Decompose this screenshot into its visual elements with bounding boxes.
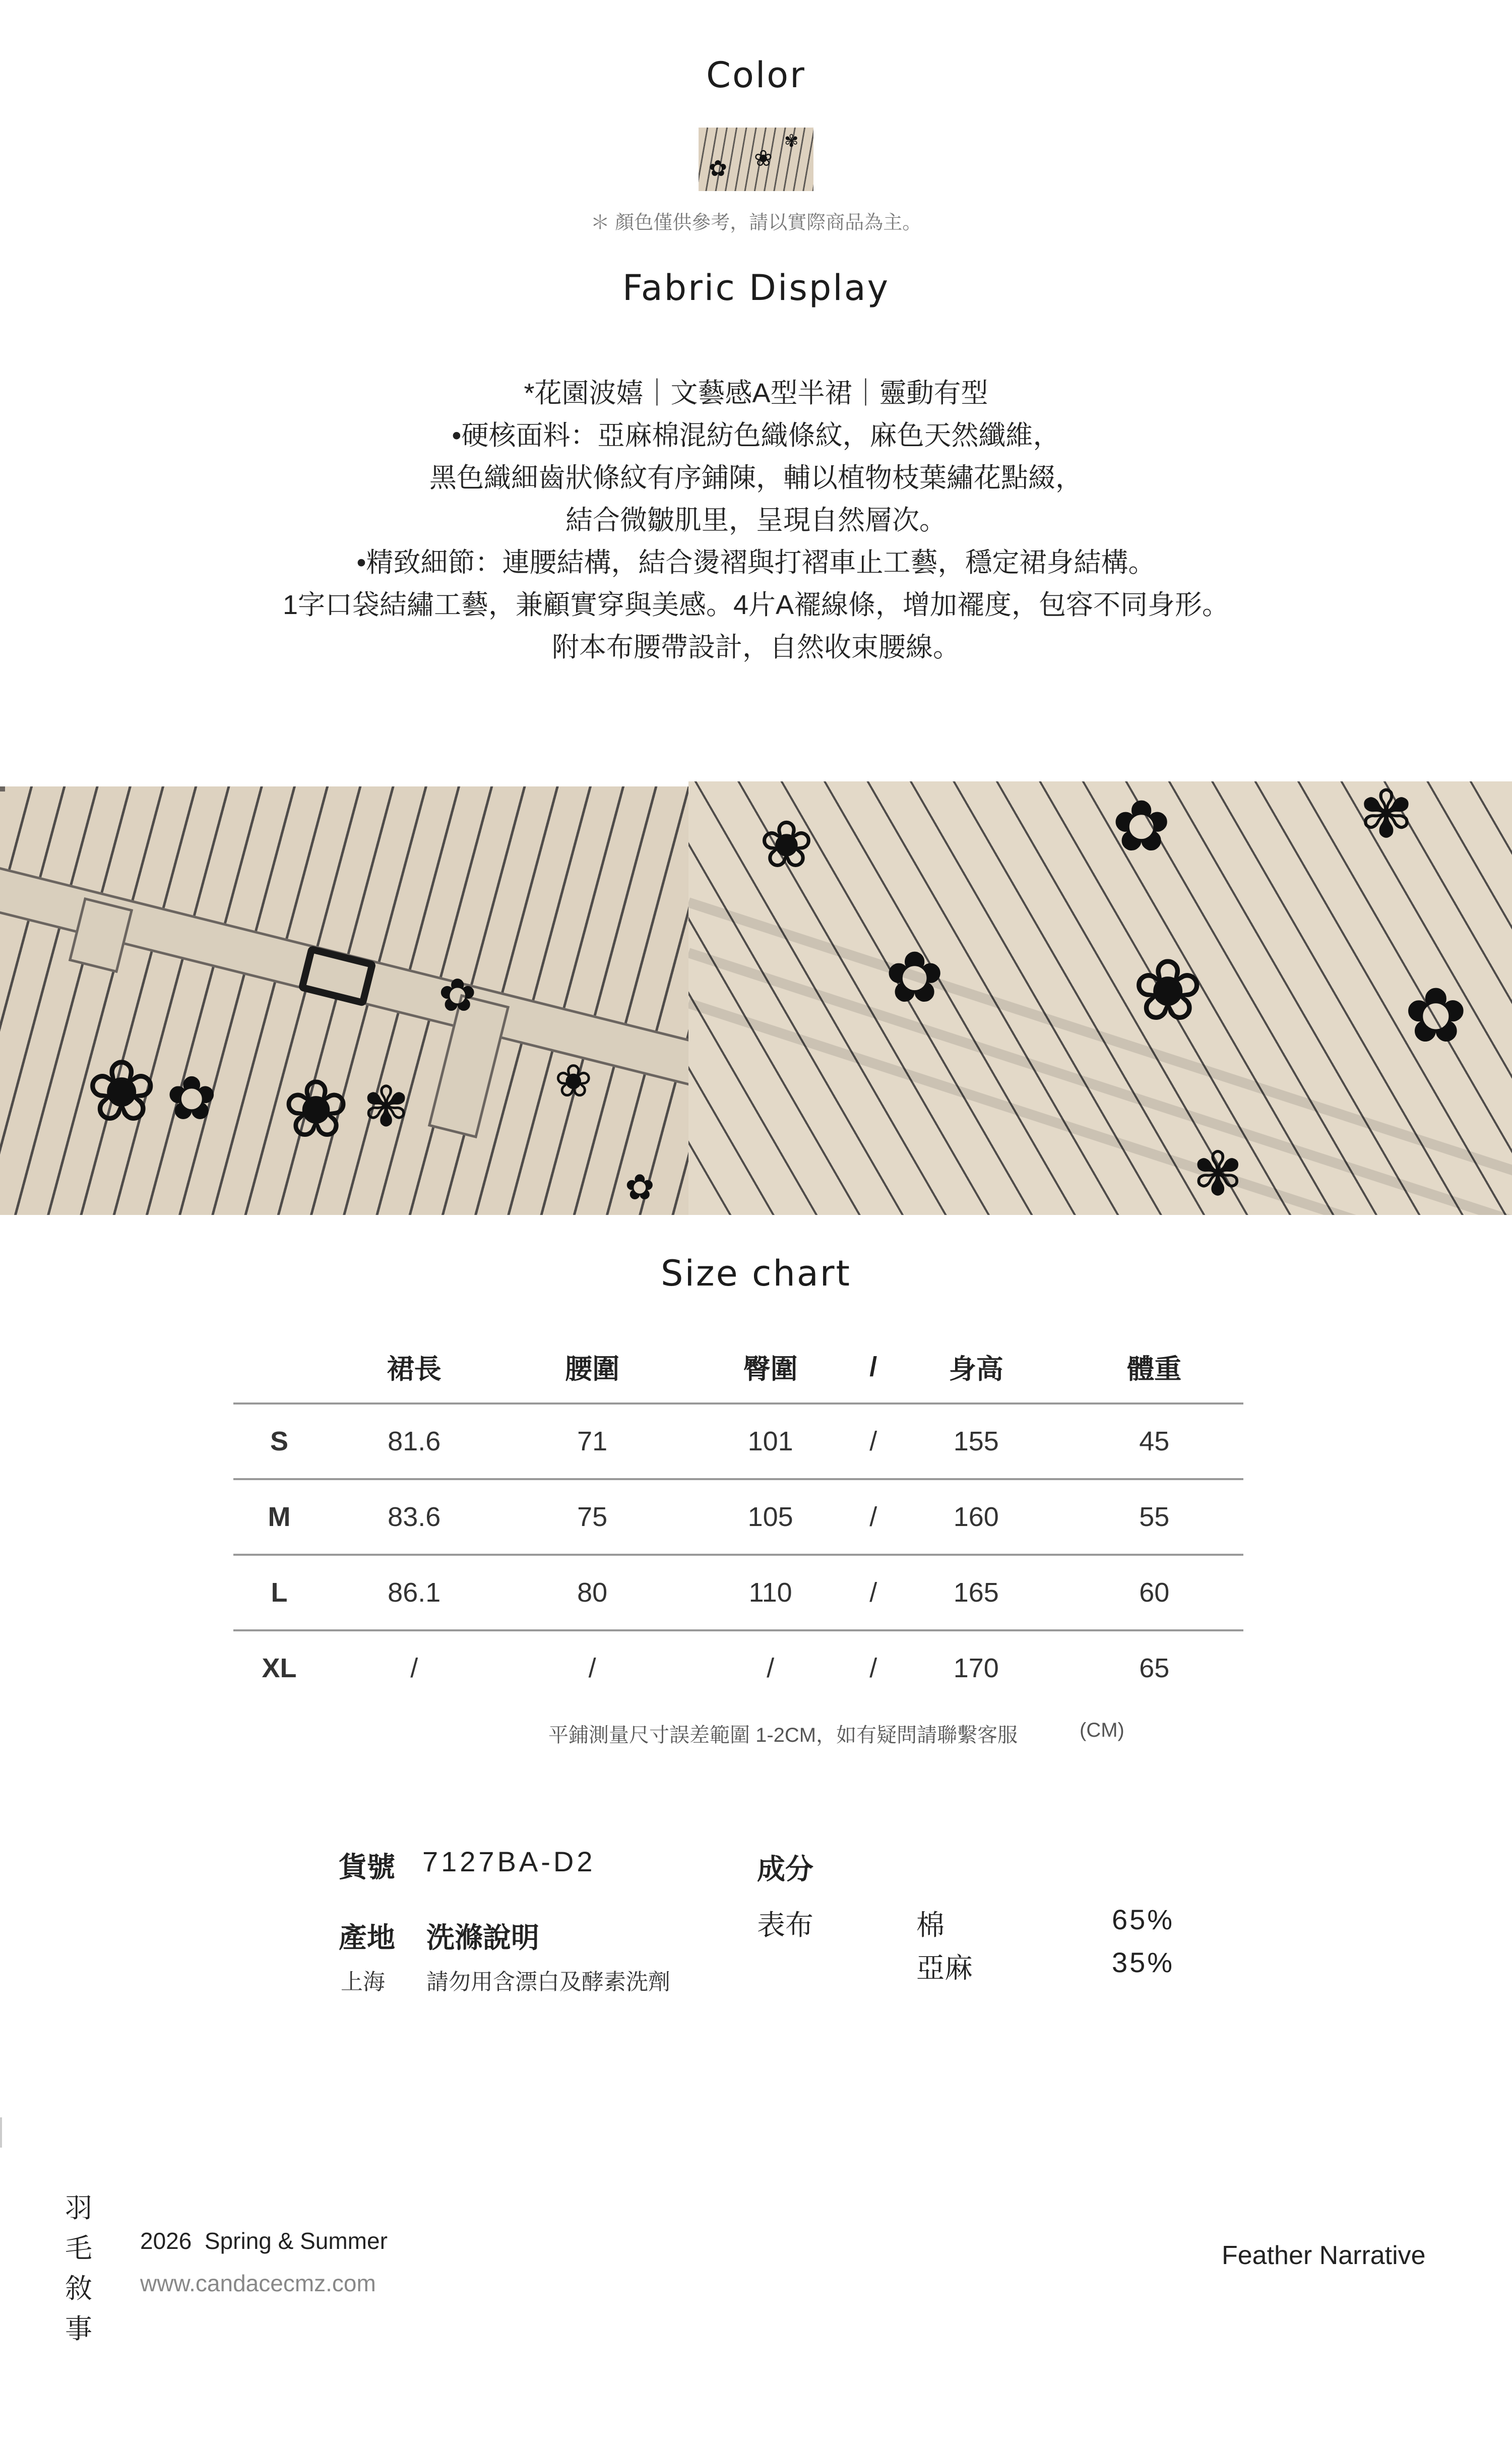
flower-embroidery-icon: ❀ [754,146,773,171]
pleat-fold [688,941,1512,1215]
table-row [233,1630,1243,1705]
size-label: M [233,1479,325,1555]
size-label: S [233,1403,325,1479]
header-cell: 腰圍 [565,1354,620,1384]
table-cell: / [859,1630,887,1705]
table-cell: 101 [681,1403,859,1479]
table-cell: / [325,1630,503,1705]
description-line: 黑色織細齒狀條紋有序鋪陳，輔以植物枝葉繡花點綴， [429,463,1083,493]
table-cell: 55 [1065,1479,1243,1555]
table-cell: 165 [887,1555,1065,1630]
header-cell: 裙長 [387,1354,442,1384]
item-number-label: 貨號 [339,1851,395,1883]
table-cell: / [503,1630,681,1705]
flower-embroidery-icon: ❀ [759,806,814,883]
flower-embroidery-icon: ✿ [166,1064,217,1134]
flower-embroidery-icon: ❀ [1132,941,1204,1041]
header-cell: 體重 [1127,1354,1182,1384]
table-cell: 71 [503,1403,681,1479]
brand-vertical [64,2188,94,2349]
fabric-label: 表布 [757,1909,813,1941]
table-cell: 45 [1065,1403,1243,1479]
table-cell: 170 [887,1630,1065,1705]
table-cell: 105 [681,1479,859,1555]
size-unit: (CM) [1080,1719,1124,1741]
table-cell: / [859,1555,887,1630]
brand-char: 羽 [65,2193,92,2223]
table-row [233,1403,1243,1479]
color-note: ＊ 顏色僅供參考，請以實際商品為主。 [590,212,922,233]
description-line: •精致細節：連腰結構，結合燙褶與打褶車止工藝，穩定裙身結構。 [356,547,1156,578]
flower-embroidery-icon: ❀ [86,1042,158,1141]
size-label: XL [233,1630,325,1705]
description-line: 1字口袋結繡工藝，兼顧實穿與美感。4片A襬線條，增加襬度，包容不同身形。 [282,590,1230,620]
flower-embroidery-icon: ✾ [1192,1139,1243,1209]
edge-marker [0,2117,2,2148]
brand-char: 事 [65,2314,92,2344]
table-cell: 60 [1065,1555,1243,1630]
material-percent: 65% [1112,1904,1175,1935]
item-number: 7127BA-D2 [422,1846,596,1877]
table-cell: 155 [887,1403,1065,1479]
material-percent: 35% [1112,1946,1175,1978]
size-table [233,1331,1243,1705]
fabric-description [0,372,1512,668]
origin-label: 產地 [339,1922,395,1954]
flower-embroidery-icon: ✿ [709,156,727,181]
table-cell: 80 [503,1555,681,1630]
table-row [233,1479,1243,1555]
composition-label: 成分 [757,1853,813,1885]
pocket-seam [0,786,5,791]
table-row [233,1555,1243,1630]
flower-embroidery-icon: ✿ [885,937,944,1019]
brand-char: 毛 [65,2233,92,2264]
table-cell: 110 [681,1555,859,1630]
size-note: 平鋪測量尺寸誤差範圍 1-2CM，如有疑問請聯繫客服 [548,1724,1018,1746]
header-cell: / [869,1352,877,1382]
flower-embroidery-icon: ✿ [438,969,477,1022]
fabric-photo-pleats [688,781,1512,1215]
description-line: •硬核面料：亞麻棉混紡色織條紋，麻色天然纖維， [452,420,1060,451]
table-cell: 83.6 [325,1479,503,1555]
size-label: L [233,1555,325,1630]
description-line: 附本布腰帶設計，自然收束腰線。 [552,632,960,662]
belt-buckle [298,945,376,1007]
flower-embroidery-icon: ✿ [1404,972,1468,1060]
material-name: 棉 [916,1909,944,1941]
description-line: *花園波嬉｜文藝感A型半裙｜靈動有型 [524,378,988,408]
brand-char: 敘 [65,2274,92,2304]
table-cell: 75 [503,1479,681,1555]
flower-embroidery-icon: ❀ [282,1062,350,1156]
fabric-photo-waist [0,786,688,1215]
table-cell: / [681,1630,859,1705]
table-cell: 65 [1065,1630,1243,1705]
header-cell [233,1331,325,1403]
flower-embroidery-icon: ✿ [1112,785,1171,868]
color-title: Color [706,54,806,96]
flower-embroidery-icon: ✾ [363,1074,410,1139]
table-cell: 86.1 [325,1555,503,1630]
size-table-header [233,1331,1243,1403]
table-cell: 160 [887,1479,1065,1555]
header-cell: 身高 [949,1354,1003,1384]
table-cell: 81.6 [325,1403,503,1479]
website-link[interactable]: www.candacecmz.com [140,2270,376,2296]
origin-value: 上海 [341,1970,385,1994]
material-name: 亞麻 [916,1952,973,1984]
flower-embroidery-icon: ✾ [784,131,799,151]
size-chart-title: Size chart [661,1253,851,1294]
header-cell: 臀圍 [743,1354,798,1384]
season-label: 2026 Spring & Summer [140,2228,388,2254]
table-cell: / [859,1479,887,1555]
description-line: 結合微皺肌里，呈現自然層次。 [565,505,947,535]
flower-embroidery-icon: ❀ [554,1055,593,1108]
flower-embroidery-icon: ✾ [1359,781,1414,852]
fabric-title: Fabric Display [622,267,890,309]
color-swatch[interactable] [699,128,813,191]
brand-english: Feather Narrative [1222,2241,1426,2270]
pleat-fold [688,897,1512,1209]
table-cell: / [859,1403,887,1479]
washing-value: 請勿用含漂白及酵素洗劑 [426,1970,670,1994]
washing-label: 洗滌說明 [426,1922,539,1954]
flower-embroidery-icon: ✿ [625,1167,655,1208]
